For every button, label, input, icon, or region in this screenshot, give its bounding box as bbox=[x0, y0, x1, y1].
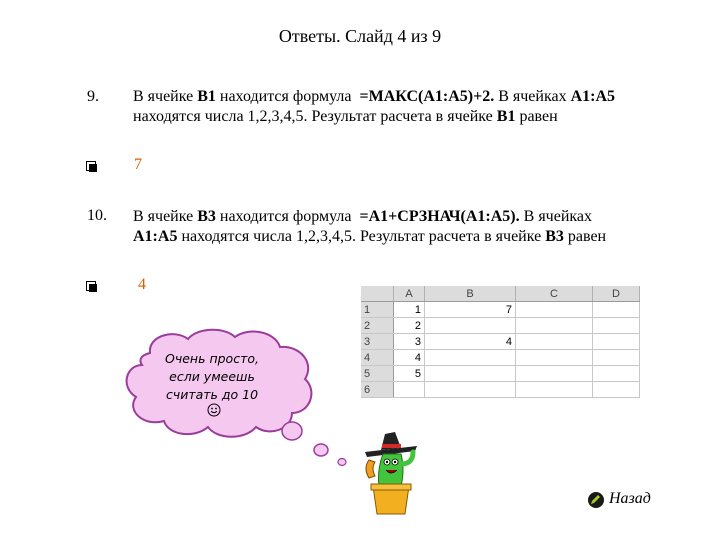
smiley-icon bbox=[207, 403, 221, 417]
cell bbox=[516, 302, 593, 318]
row-header: 6 bbox=[361, 382, 394, 398]
cell bbox=[425, 382, 516, 398]
thought-trail-circle bbox=[314, 444, 328, 456]
cell: 4 bbox=[394, 350, 425, 366]
question-number: 9. bbox=[87, 88, 99, 105]
cactus-pupil bbox=[394, 461, 396, 463]
question-text: В ячейке В3 находится формула =А1+СРЗНАЧ(А1:А5). В ячейках А1:А5 находятся числа 1,2,3,4,5. Результат расчета в ячейке В3 равен bbox=[133, 208, 607, 245]
cell bbox=[425, 366, 516, 382]
cell bbox=[593, 350, 640, 366]
cell: 4 bbox=[425, 334, 516, 350]
answer-value: 4 bbox=[138, 276, 146, 293]
column-header: A bbox=[394, 286, 425, 302]
back-arrow-icon[interactable] bbox=[587, 491, 605, 509]
cell bbox=[593, 334, 640, 350]
back-link[interactable]: Назад bbox=[609, 490, 651, 507]
cell: 3 bbox=[394, 334, 425, 350]
column-header: B bbox=[425, 286, 516, 302]
table-row bbox=[361, 366, 640, 382]
row-header: 5 bbox=[361, 366, 394, 382]
cell bbox=[593, 366, 640, 382]
row-header: 1 bbox=[361, 302, 394, 318]
thought-trail-circle bbox=[282, 422, 302, 440]
checkbox-bullet-icon bbox=[86, 281, 97, 292]
table-row bbox=[361, 382, 640, 398]
corner-cell bbox=[361, 286, 394, 302]
cell bbox=[593, 302, 640, 318]
bubble-text bbox=[142, 350, 282, 404]
cell: 5 bbox=[394, 366, 425, 382]
cell bbox=[593, 382, 640, 398]
bubble-line: если умеешь bbox=[169, 369, 255, 384]
cactus-hat-band bbox=[382, 444, 401, 448]
slide-title: Ответы. Слайд 4 из 9 bbox=[278, 26, 442, 46]
cell: 2 bbox=[394, 318, 425, 334]
column-header: C bbox=[516, 286, 593, 302]
table-row bbox=[361, 302, 640, 318]
cactus-character-icon bbox=[355, 430, 425, 520]
cell bbox=[516, 318, 593, 334]
bubble-line: считать до 10 bbox=[165, 387, 259, 402]
column-header-row bbox=[361, 286, 640, 302]
cell bbox=[425, 350, 516, 366]
phone-handset bbox=[366, 460, 375, 478]
cell bbox=[394, 382, 425, 398]
cactus-pupil bbox=[386, 461, 388, 463]
table-row bbox=[361, 318, 640, 334]
cell bbox=[425, 318, 516, 334]
flower-pot-rim bbox=[371, 484, 411, 490]
row-header: 2 bbox=[361, 318, 394, 334]
thought-trail-circle bbox=[338, 459, 346, 466]
table-row bbox=[361, 334, 640, 350]
question-text: В ячейке В1 находится формула =МАКС(А1:А5)+2. В ячейках А1:А5 находятся числа 1,2,3,4,5. Результат расчета в ячейке В1 равен bbox=[133, 88, 616, 125]
checkbox-bullet-icon bbox=[86, 161, 97, 172]
spreadsheet-table bbox=[361, 286, 640, 398]
column-header: D bbox=[593, 286, 640, 302]
cactus-arm bbox=[401, 452, 413, 464]
row-header: 3 bbox=[361, 334, 394, 350]
cell bbox=[516, 334, 593, 350]
question-number: 10. bbox=[87, 207, 107, 224]
cell bbox=[516, 366, 593, 382]
cell: 1 bbox=[394, 302, 425, 318]
answer-value: 7 bbox=[134, 156, 142, 173]
table-row bbox=[361, 350, 640, 366]
cell bbox=[516, 382, 593, 398]
cell: 7 bbox=[425, 302, 516, 318]
bubble-line: Очень просто, bbox=[165, 351, 259, 366]
cell bbox=[516, 350, 593, 366]
thought-trail bbox=[280, 395, 360, 475]
cell bbox=[593, 318, 640, 334]
row-header: 4 bbox=[361, 350, 394, 366]
